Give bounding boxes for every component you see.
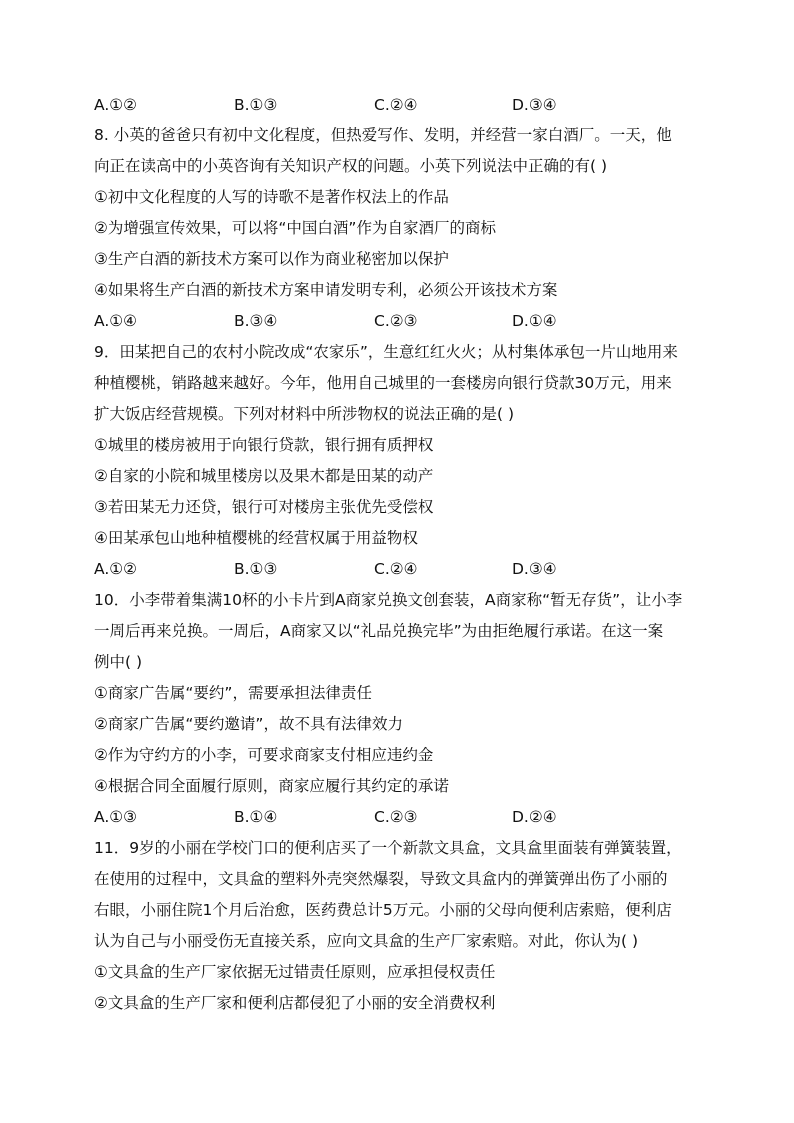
q10-stem-line-3: 例中( ) xyxy=(94,653,143,671)
q11-stem-line-1: 11．9岁的小丽在学校门口的便利店买了一个新款文具盒，文具盒里面装有弹簧装置， xyxy=(94,839,682,857)
q9-stem-line-3: 扩大饭店经营规模。下列对材料中所涉物权的说法正确的是( ) xyxy=(94,405,515,423)
q7-option-a: A.①② xyxy=(94,96,138,114)
q9-statement-4: ④田某承包山地种植樱桃的经营权属于用益物权 xyxy=(94,529,418,547)
q10-stem-line-2: 一周后再来兑换。一周后，A商家又以“礼品兑换完毕”为由拒绝履行承诺。在这一案 xyxy=(94,622,664,640)
q11-statement-2: ②文具盒的生产厂家和便利店都侵犯了小丽的安全消费权利 xyxy=(94,994,496,1012)
q10-statement-3: ②作为守约方的小李，可要求商家支付相应违约金 xyxy=(94,746,434,764)
q9-options xyxy=(94,558,704,580)
q11-stem-line-3: 右眼，小丽住院1个月后治愈，医药费总计5万元。小丽的父母向便利店索赔，便利店 xyxy=(94,901,672,919)
q9-option-a: A.①② xyxy=(94,560,138,578)
q8-stem-line-2: 向正在读高中的小英咨询有关知识产权的问题。小英下列说法中正确的有( ) xyxy=(94,157,608,175)
q8-stem-line-1: 8. 小英的爸爸只有初中文化程度，但热爱写作、发明，并经营一家白酒厂。一天，他 xyxy=(94,126,672,144)
q9-option-b: B.①③ xyxy=(234,560,278,578)
q8-statement-1: ①初中文化程度的人写的诗歌不是著作权法上的作品 xyxy=(94,188,449,206)
q10-option-c: C.②③ xyxy=(374,808,418,826)
q11-statement-1: ①文具盒的生产厂家依据无过错责任原则，应承担侵权责任 xyxy=(94,963,496,981)
q7-options xyxy=(94,94,704,116)
q8-option-b: B.③④ xyxy=(234,312,278,330)
q9-statement-2: ②自家的小院和城里楼房以及果木都是田某的动产 xyxy=(94,467,434,485)
q9-stem-line-1: 9．田某把自己的农村小院改成“农家乐”，生意红红火火；从村集体承包一片山地用来 xyxy=(94,343,678,361)
q8-statement-2: ②为增强宣传效果，可以将“中国白酒”作为自家酒厂的商标 xyxy=(94,219,496,237)
q10-options xyxy=(94,806,704,828)
q10-option-d: D.②④ xyxy=(512,808,557,826)
q8-option-a: A.①④ xyxy=(94,312,138,330)
q8-options xyxy=(94,310,704,332)
q11-stem-line-2: 在使用的过程中，文具盒的塑料外壳突然爆裂，导致文具盒内的弹簧弹出伤了小丽的 xyxy=(94,870,668,888)
q9-stem-line-2: 种植樱桃，销路越来越好。今年，他用自己城里的一套楼房向银行贷款30万元，用来 xyxy=(94,374,672,392)
q10-option-b: B.①④ xyxy=(234,808,278,826)
q7-option-b: B.①③ xyxy=(234,96,278,114)
q10-statement-1: ①商家广告属“要约”，需要承担法律责任 xyxy=(94,684,372,702)
q10-statement-2: ②商家广告属“要约邀请”，故不具有法律效力 xyxy=(94,715,403,733)
q8-option-d: D.①④ xyxy=(512,312,557,330)
q9-statement-3: ③若田某无力还贷，银行可对楼房主张优先受偿权 xyxy=(94,498,434,516)
q8-option-c: C.②③ xyxy=(374,312,418,330)
q10-stem-line-1: 10．小李带着集满10杯的小卡片到A商家兑换文创套装，A商家称“暂无存货”，让小李 xyxy=(94,591,683,609)
q7-option-d: D.③④ xyxy=(512,96,557,114)
q9-option-d: D.③④ xyxy=(512,560,557,578)
q8-statement-3: ③生产白酒的新技术方案可以作为商业秘密加以保护 xyxy=(94,250,449,268)
q11-stem-line-4: 认为自己与小丽受伤无直接关系，应向文具盒的生产厂家索赔。对此，你认为( ) xyxy=(94,932,639,950)
q7-option-c: C.②④ xyxy=(374,96,418,114)
q10-option-a: A.①③ xyxy=(94,808,138,826)
q9-option-c: C.②④ xyxy=(374,560,418,578)
q8-statement-4: ④如果将生产白酒的新技术方案申请发明专利，必须公开该技术方案 xyxy=(94,281,558,299)
q9-statement-1: ①城里的楼房被用于向银行贷款，银行拥有质押权 xyxy=(94,436,434,454)
q10-statement-4: ④根据合同全面履行原则，商家应履行其约定的承诺 xyxy=(94,777,449,795)
